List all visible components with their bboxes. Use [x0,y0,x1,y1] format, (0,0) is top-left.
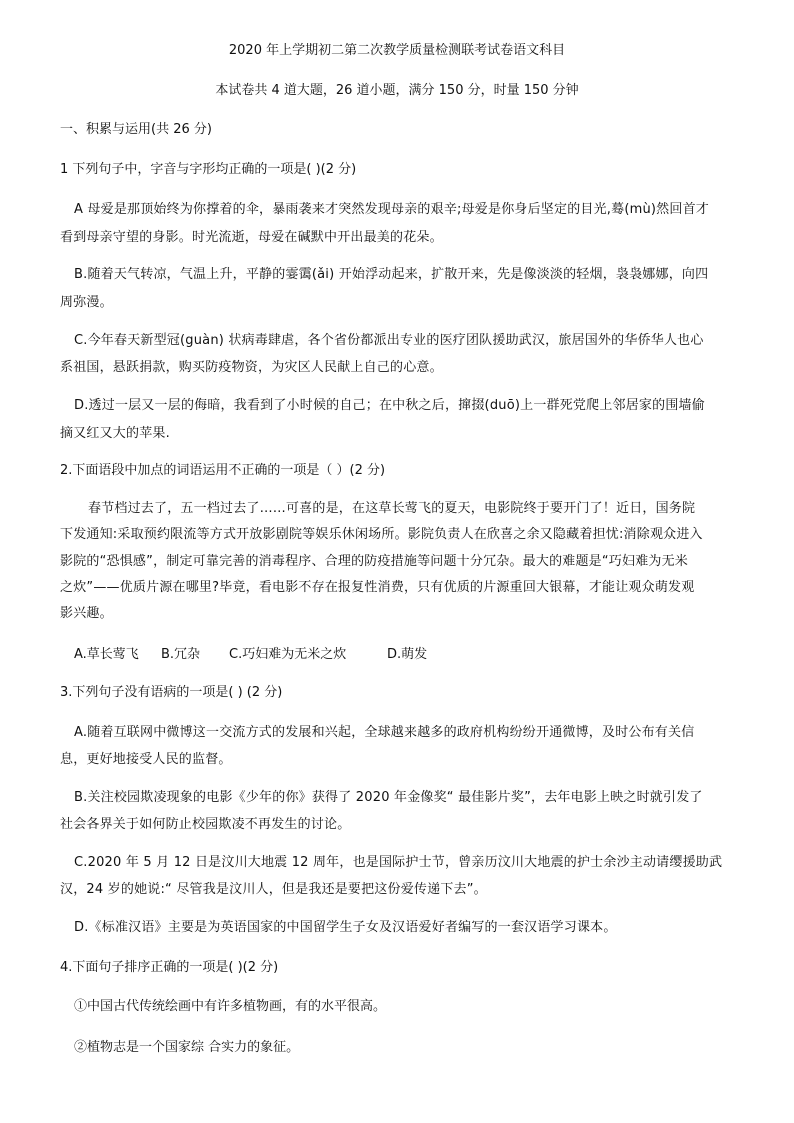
q2-passage-line3: 影院的“恐惧感”，制定可靠完善的消毒程序、合理的防疫措施等问题十分冗杂。最大的难题是“巧妇难为无米 [60,554,689,569]
q3-option-a-line2: 息，更好地接受人民的监督。 [60,752,232,767]
q2-option-c: C.巧妇难为无米之炊 [229,647,347,662]
q2-passage-line5: 影兴趣。 [60,606,113,621]
q2-option-b: B.冗杂 [161,647,201,662]
q2-options [74,646,427,664]
q2-passage-line1: 春节档过去了，五一档过去了……可喜的是，在这草长莺飞的夏天，电影院终于要开门了！近日，国务院 [88,501,696,516]
q1-option-a-line2: 看到母亲守望的身影。时光流逝，母爱在碱默中开出最美的花朵。 [60,230,443,245]
q1-option-b-line1: B.随着天气转凉，气温上升，平静的霎霭(ǎi) 开始浮动起来，扩散开来，先是像淡淡的轻烟，袅袅娜娜，向四 [74,267,709,282]
q3-option-b-line1: B.关注校园欺凌现象的电影《少年的你》获得了 2020 年金像奖“ 最佳影片奖”，去年电影上映之时就引发了 [74,790,703,805]
q2-passage-line4: 之炊”——优质片源在哪里?毕竟，看电影不存在报复性消费，只有优质的片源重回大银幕，才能让观众萌发观 [60,580,695,595]
exam-title: 2020 年上学期初二第二次教学质量检测联考试卷语文科目 [228,43,566,58]
q2-stem: 2.下面语段中加点的词语运用不正确的一项是（ ）(2 分) [60,463,386,478]
q3-option-c-line1: C.2020 年 5 月 12 日是汶川大地震 12 周年，也是国际护士节，曾亲历汶川大地震的护士余沙主动请缨援助武 [74,855,723,870]
section-heading: 一、积累与运用(共 26 分) [60,122,212,137]
q3-option-d: D.《标准汉语》主要是为英语国家的中国留学生子女及汉语爱好者编写的一套汉语学习课本。 [74,920,617,935]
q2-option-a: A.草长莺飞 [74,647,139,662]
q4-sentence-2: ②植物志是一个国家综 合实力的象征。 [74,1040,300,1055]
q1-option-d-line1: D.透过一层又一层的侮暗，我看到了小时候的自己；在中秋之后，撺掇(duō)上一群死党爬上邻居家的围墙偷 [74,398,705,413]
exam-subtitle: 本试卷共 4 道大题，26 道小题，满分 150 分，时量 150 分钟 [215,83,579,98]
q1-option-c-line1: C.今年春天新型冠(guàn) 状病毒肆虐，各个省份都派出专业的医疗团队援助武汉，旅居国外的华侨华人也心 [74,333,704,348]
q1-option-a-line1: A 母爱是那顶始终为你撑着的伞，暴雨袭来才突然发现母亲的艰辛;母爱是你身后坚定的目光,蓦(mù)然回首才 [74,202,709,217]
q1-stem: 1 下列句子中，字音与字形均正确的一项是( )(2 分) [60,162,357,177]
q3-option-c-line2: 汉，24 岁的她说:“ 尽管我是汶川人，但是我还是要把这份爱传递下去”。 [60,882,487,897]
q1-option-b-line2: 周弥漫。 [60,295,113,310]
q2-option-d: D.萌发 [387,647,428,662]
q1-option-c-line2: 系祖国，悬跃捐款，购买防疫物资，为灾区人民献上自己的心意。 [60,360,443,375]
q1-option-d-line2: 摘又红又大的苹果. [60,426,170,441]
q2-passage-line2: 下发通知:采取预约限流等方式开放影剧院等娱乐休闲场所。影院负责人在欣喜之余又隐藏着担忧:消除观众进入 [60,527,703,542]
q3-option-b-line2: 社会各界关于如何防止校园欺凌不再发生的讨论。 [60,817,351,832]
q3-option-a-line1: A.随着互联网中微博这一交流方式的发展和兴起，全球越来越多的政府机构纷纷开通微博，及时公布有关信 [74,725,695,740]
q3-stem: 3.下列句子没有语病的一项是( ) (2 分) [60,685,283,700]
q4-sentence-1: ①中国古代传统绘画中有许多植物画，有的水平很高。 [74,999,387,1014]
q4-stem: 4.下面句子排序正确的一项是( )(2 分) [60,960,279,975]
